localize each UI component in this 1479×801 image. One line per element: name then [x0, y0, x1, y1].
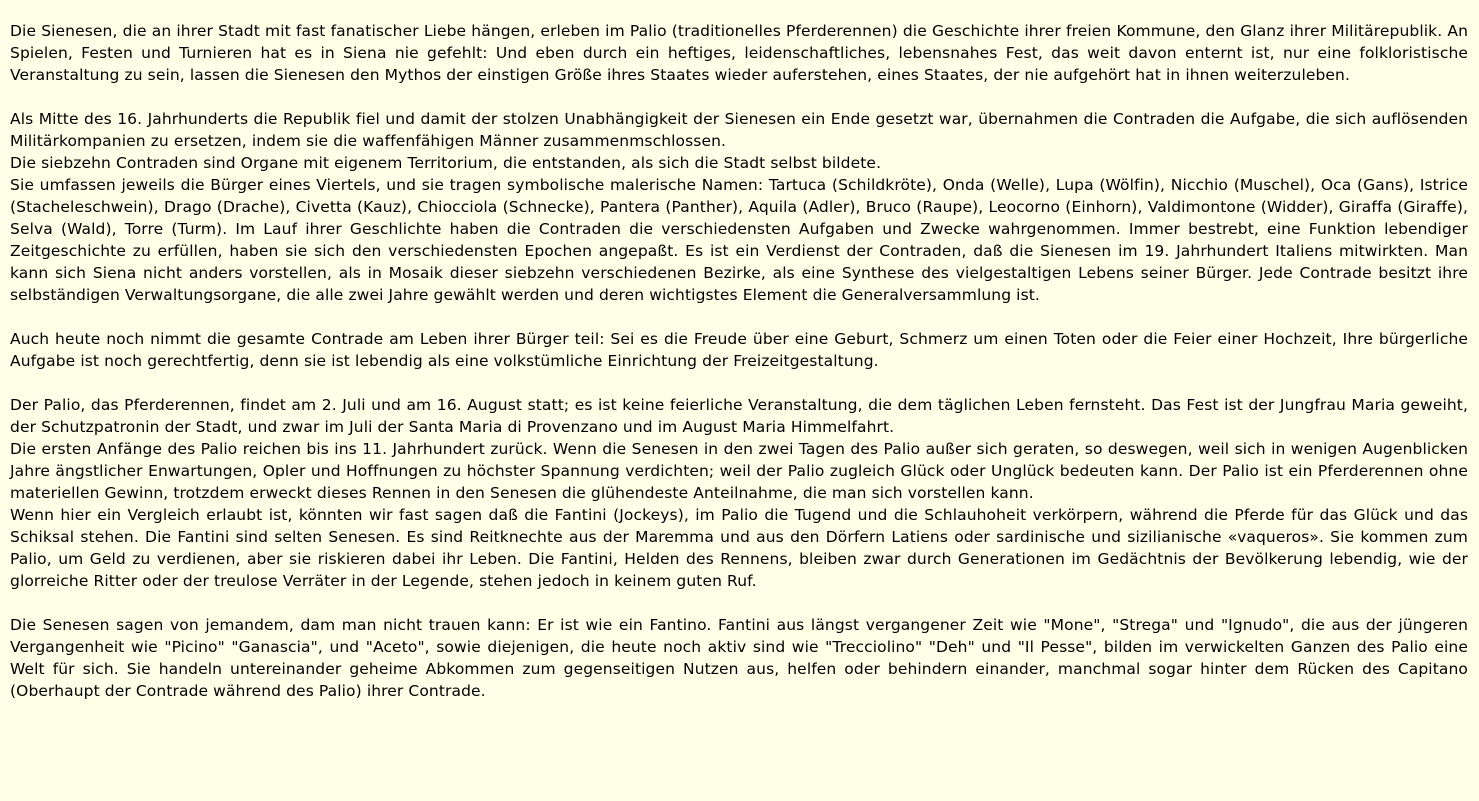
paragraph-intro [10, 20, 1468, 86]
paragraph-contraden [10, 108, 1468, 306]
paragraph-line: Die Sienesen, die an ihrer Stadt mit fast fanatischer Liebe hängen, erleben im Palio (traditionelles Pferderennen) die Geschichte ihrer freien Kommune, den Glanz ihrer Militärepublik. An Spielen, Festen und Turnieren hat es in Siena nie gefehlt: Und eben durch ein heftiges, leidenschaftliches, lebensnahes Fest, das weit davon enternt ist, nur eine folkloristische Veranstaltung zu sein, lassen die Sienesen den Mythos der einstigen Größe ihres Staates wieder auferstehen, eines Staates, der nie aufgehört hat in ihnen weiterzuleben. [10, 22, 1468, 84]
paragraph-line: Die ersten Anfänge des Palio reichen bis ins 11. Jahrhundert zurück. Wenn die Senesen in den zwei Tagen des Palio außer sich geraten, so deswegen, weil sich in wenigen Augenblicken Jahre ängstlicher Enwartungen, Opler und Hoffnungen zu höchster Spannung verdichten; weil der Palio zugleich Glück oder Unglück bedeuten kann. Der Palio ist ein Pferderennen ohne materiellen Gewinn, trotzdem erweckt dieses Rennen in den Senesen die glühendeste Anteilnahme, die man sich vorstellen kann. [10, 440, 1468, 502]
paragraph-line: Auch heute noch nimmt die gesamte Contrade am Leben ihrer Bürger teil: Sei es die Freude über eine Geburt, Schmerz um einen Toten oder die Feier einer Hochzeit, Ihre bürgerliche Aufgabe ist noch gerechtfertig, denn sie ist lebendig als eine volkstümliche Einrichtung der Freizeitgestaltung. [10, 330, 1468, 370]
paragraph-line: Die siebzehn Contraden sind Organe mit eigenem Territorium, die entstanden, als sich die Stadt selbst bildete. [10, 154, 882, 172]
paragraph-line: Der Palio, das Pferderennen, findet am 2. Juli und am 16. August statt; es ist keine feierliche Veranstaltung, die dem täglichen Leben fernsteht. Das Fest ist der Jungfrau Maria geweiht, der Schutzpatronin der Stadt, und zwar im Juli der Santa Maria di Provenzano und im August Maria Himmelfahrt. [10, 396, 1468, 436]
paragraph-line: Wenn hier ein Vergleich erlaubt ist, könnten wir fast sagen daß die Fantini (Jockeys), im Palio die Tugend und die Schlauhoheit verkörpern, während die Pferde für das Glück und das Schiksal stehen. Die Fantini sind selten Senesen. Es sind Reitknechte aus der Maremma und aus den Dörfern Latiens oder sardinische und sizilianische «vaqueros». Sie kommen zum Palio, um Geld zu verdienen, aber sie riskieren dabei ihr Leben. Die Fantini, Helden des Rennens, bleiben zwar durch Generationen im Gedächtnis der Bevölkerung lebendig, wie der glorreiche Ritter oder der treulose Verräter in der Legende, stehen jedoch in keinem guten Ruf. [10, 506, 1468, 590]
paragraph-line: Sie umfassen jeweils die Bürger eines Viertels, und sie tragen symbolische malerische Namen: Tartuca (Schildkröte), Onda (Welle), Lupa (Wölfin), Nicchio (Muschel), Oca (Gans), Istrice (Stacheleschwein), Drago (Drache), Civetta (Kauz), Chiocciola (Schnecke), Pantera (Panther), Aquila (Adler), Bruco (Raupe), Leocorno (Einhorn), Valdimontone (Widder), Giraffa (Giraffe), Selva (Wald), Torre (Turm). Im Lauf ihrer Geschlichte haben die Contraden die verschiedensten Aufgaben und Zwecke wahrgenommen. Immer bestrebt, eine Funktion lebendiger Zeitgeschichte zu erfüllen, haben sie sich den verschiedensten Epochen angepaßt. Es ist ein Verdienst der Contraden, daß die Sienesen im 19. Jahrhundert Italiens mitwirkten. Man kann sich Siena nicht anders vorstellen, als in Mosaik dieser siebzehn verschiedenen Bezirke, als eine Synthese des vielgestaltigen Lebens seiner Bürger. Jede Contrade besitzt ihre selbständigen Verwaltungsorgane, die alle zwei Jahre gewählt werden und deren wichtigstes Element die Generalversammlung ist. [10, 176, 1468, 304]
paragraph-line: Als Mitte des 16. Jahrhunderts die Republik fiel und damit der stolzen Unabhängigkeit der Sienesen ein Ende gesetzt war, übernahmen die Contraden die Aufgabe, die sich auflösenden Militärkompanien zu ersetzen, indem sie die waffenfähigen Männer zusammenmschlossen. [10, 110, 1468, 150]
paragraph-line: Die Senesen sagen von jemandem, dam man nicht trauen kann: Er ist wie ein Fantino. Fantini aus längst vergangener Zeit wie "Mone", "Strega" und "Ignudo", die aus der jüngeren Vergangenheit wie "Picino" "Ganascia", und "Aceto", sowie diejenigen, die heute noch aktiv sind wie "Trecciolino" "Deh" und "Il Pesse", bilden im verwickelten Ganzen des Palio eine Welt für sich. Sie handeln untereinander geheime Abkommen zum gegenseitigen Nutzen aus, helfen oder behindern einander, manchmal sogar hinter dem Rücken des Capitano (Oberhaupt der Contrade während des Palio) ihrer Contrade. [10, 616, 1468, 700]
paragraph-palio [10, 394, 1468, 592]
paragraph-fantini [10, 614, 1468, 702]
paragraph-buerger [10, 328, 1468, 372]
